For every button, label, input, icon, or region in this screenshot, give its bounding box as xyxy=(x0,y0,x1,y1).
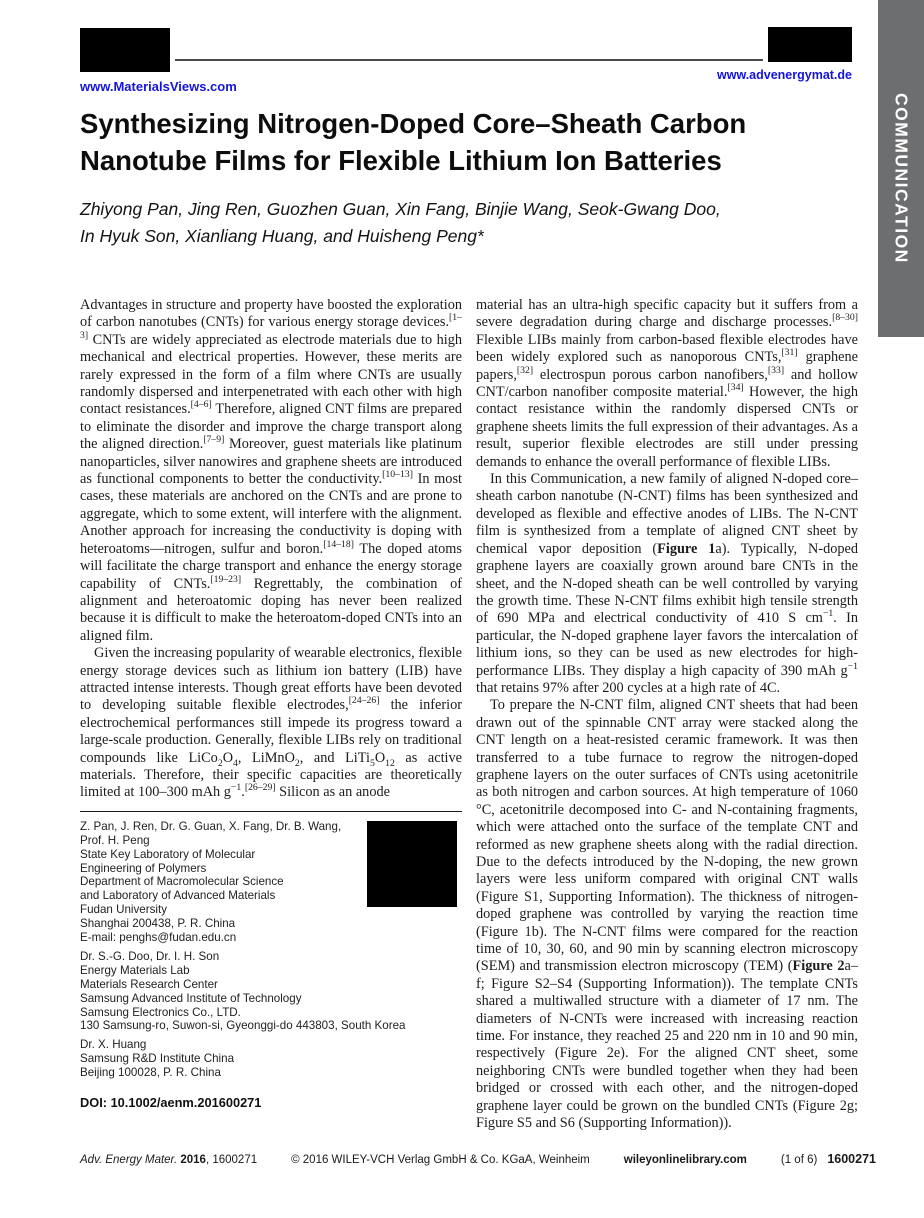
body-paragraph: To prepare the N-CNT film, aligned CNT sheets that had been drawn out of the spinnable CNT array were stacked along the CNT length on a heat-resisted ceramic framework. It was then transferred to a tube furnace to regrow the nitrogen-doped graphene layers on the outer surfaces of CNTs using acetonitrile as both nitrogen and carbon sources. At high temperature of 1060 °C, acetonitrile decomposed into C- and N-containing fragments, which were attached onto the surface of the template CNT and reformed as new graphene sheets along with the radial direction. Due to the defects introduced by the N-doping, the new grown layers were less uniform compared with original CNT walls (Figure S1, Supporting Information). The thickness of nitrogen-doped graphene was controlled by varying the reaction time (Figure 1b). The N-CNT films were compared for the reaction time of 10, 30, 60, and 90 min by scanning electron microscopy (SEM) and transmission electron microscopy (TEM) (Figure 2a–f; Figure S2–S4 (Supporting Information)). The template CNTs shared a multiwalled structure with a diameter of 17 nm. The diameters of N-CNTs were increased with increasing reaction time. For instance, they reached 25 and 220 nm in 10 and 90 min, respectively (Figure 2e). For the aligned CNT sheet, some neighboring CNTs were bundled together when they had been bridged or crossed with each other, and the nitrogen-doped graphene layer could be grown on the bundled CNTs (Figure 2g; Figure S5 and S6 (Supporting Information)). xyxy=(476,697,858,1132)
page-title: Synthesizing Nitrogen-Doped Core–Sheath Carbon Nanotube Films for Flexible Lithium Ion Batteries xyxy=(80,108,747,176)
left-column xyxy=(80,297,462,1133)
article-body xyxy=(80,297,858,1133)
advenergymat-url-link[interactable]: www.advenergymat.de xyxy=(717,68,852,82)
author-list: Zhiyong Pan, Jing Ren, Guozhen Guan, Xin Fang, Binjie Wang, Seok-Gwang Doo, In Hyuk Son, Xianliang Huang, and Huisheng Peng* xyxy=(80,199,721,246)
right-column xyxy=(476,297,858,1133)
affiliation-group: Dr. S.-G. Doo, Dr. I. H. Son Energy Materials Lab Materials Research Center Samsung Advanced Institute of Technology Samsung Electronics Co., LTD. 130 Samsung-ro, Suwon-si, Gyeonggi-do 443803, South Korea xyxy=(80,949,406,1033)
page-footer xyxy=(80,1152,876,1166)
body-paragraph: material has an ultra-high specific capacity but it suffers from a severe degradation during charge and discharge processes.[8–30] Flexible LIBs mainly from carbon-based flexible electrodes have been widely explored such as nanoporous CNTs,[31] graphene papers,[32] electrospun porous carbon nanofibers,[33] and hollow CNT/carbon nanofiber composite material.[34] However, the high contact resistance within the randomly dispersed CNTs or graphene sheets limits the full expression of their advantages. As a result, superior flexible electrodes are still under pressing demands to enhance the overall performance of flexible LIBs. xyxy=(476,297,859,470)
affiliation-group: Z. Pan, J. Ren, Dr. G. Guan, X. Fang, Dr. B. Wang, Prof. H. Peng State Key Laboratory of Molecular Engineering of Polymers Department of Macromolecular Science and Laboratory of Advanced Materials Fudan University Shanghai 200438, P. R. China E-mail: penghs@fudan.edu.cn xyxy=(80,819,342,945)
page-count-text: (1 of 6) xyxy=(780,1154,818,1166)
wiley-library-url[interactable]: wileyonlinelibrary.com xyxy=(623,1154,747,1166)
article-number-text: 1600271 xyxy=(827,1152,876,1166)
body-paragraph: Advantages in structure and property have boosted the exploration of carbon nanotubes (CNTs) for various energy storage devices.[1–3] CNTs are widely appreciated as electrode materials due to high mechanical and electrical properties. However, these merits are rarely expressed in the form of a film where CNTs are usually randomly dispersed and interpenetrated with each other with high contact resistances.[4–6] Therefore, aligned CNT films are prepared to eliminate the disorder and improve the charge transport along the aligned direction.[7–9] Moreover, guest materials like platinum nanoparticles, silver nanowires and graphene sheets are introduced as functional components to better the conductivity.[10–13] In most cases, these materials are anchored on the CNTs and are prone to aggregate, which to some extent, will interfere with the alignment. Another approach for increasing the conductivity is doping with heteroatoms—nitrogen, sulfur and boron.[14–18] The doped atoms will facilitate the charge transport and enhance the energy storage capability of CNTs.[19–23] Regrettably, the combination of alignment and heteroatomic doping has never been realized because it is difficult to make the heteroatom-doped CNTs into an aligned film. xyxy=(80,297,462,644)
doi-text: DOI: 10.1002/aenm.201600271 xyxy=(80,1095,262,1111)
materialsviews-url-link[interactable]: www.MaterialsViews.com xyxy=(80,79,237,94)
copyright-text: © 2016 WILEY-VCH Verlag GmbH & Co. KGaA, Weinheim xyxy=(291,1154,590,1166)
page-number xyxy=(781,1152,876,1166)
affiliation-divider xyxy=(80,811,462,812)
journal-logo xyxy=(768,27,852,62)
affiliation-group: Dr. X. Huang Samsung R&D Institute China Beijing 100028, P. R. China xyxy=(80,1038,235,1080)
article-type-tab xyxy=(878,0,924,337)
affiliations-block xyxy=(80,820,462,1110)
journal-citation: Adv. Energy Mater. 2016, 1600271 xyxy=(80,1154,258,1166)
body-paragraph: In this Communication, a new family of aligned N-doped core–sheath carbon nanotube (N-CNT) films has been synthesized and developed as flexible and effective anodes of LIBs. The N-CNT film is synthesized from a template of aligned CNT sheet by chemical vapor deposition (Figure 1a). Typically, N-doped graphene layers are coaxially grown around bare CNTs in the sheet, and the N-doped sheath can be well controlled by varying the growth time. These N-CNT films exhibit high tensile strength of 690 MPa and electrical conductivity of 410 S $cm^{-1}$. In particular, the N-doped graphene layer favors the intercalation of lithium ions, so they can be used as new electrodes for high-performance LIBs. They display a high capacity of 390 mAh $g^{-1}$ that retains 97% after 200 cycles at a high rate of 4C. xyxy=(476,471,859,696)
materialsviews-logo xyxy=(80,28,170,72)
header-divider xyxy=(175,59,763,61)
article-type-label: COMMUNICATION xyxy=(891,93,912,264)
body-paragraph: Given the increasing popularity of wearable electronics, flexible energy storage devices such as lithium ion battery (LIB) have attracted intense interests. Though great efforts have been devoted to developing suitable flexible electrodes,[24–26] the inferior electrochemical performances still impede its progress toward a large-scale production. Generally, flexible LIBs rely on traditional compounds like $LiCo_2O_4$, LiMnO$_2$, and $LiTi_5O_{12}$ as active materials. Therefore, their specific capacities are theoretically limited at 100–300 mAh $g^{-1}.[26-29]$ Silicon as an anode xyxy=(80,645,463,801)
qr-code-box xyxy=(367,821,457,907)
